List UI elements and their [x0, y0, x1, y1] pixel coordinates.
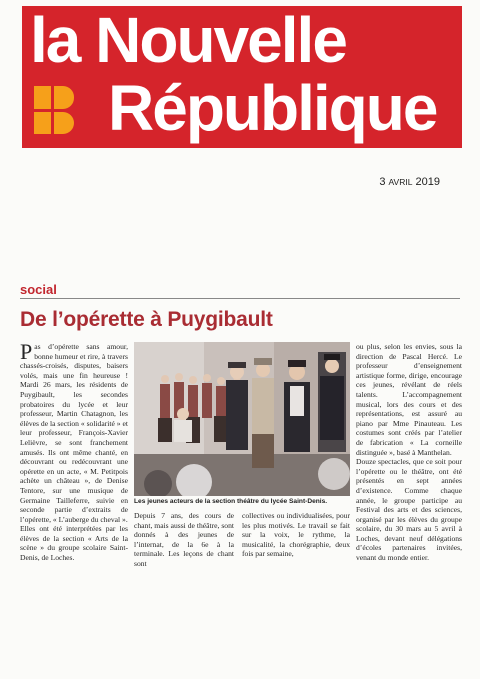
article-paragraph: Elles ont été interprétées par les élèves de la section « Arts de la scène » du groupe scolaire Saint-Denis, de Loches.: [20, 524, 128, 563]
article-paragraph: ou plus, selon les envies, sous la direction de Pascal Hercé. Le professeur d’enseignement artistique forme, dirige, encourage ces jeunes, révélant de réels talents. L’accompagnement musical, lors des cours et des représentations, est assuré au piano par Mme Pinauteau. Les costumes sont créés par l’atelier de fabrication « La corneille distinguée », basé à Manthelan.: [356, 342, 462, 457]
article-photo: [134, 342, 350, 496]
article-paragraph: [20, 339, 128, 524]
paragraph-text: as d’opérette sans amour, bonne humeur et rire, à travers chassés-croisés, disputes, baisers volés, mais une fin heureuse ! Mardi 26 mars, les résidents de Puygibault, les secondes probatoires du lycée et leur professeur, Martin Chatagnon, les élèves de la section « solidarité » et leur professeur, François-Xavier Lelièvre, se sont franchement amusés. Ils ont même chanté, en découvrant ou redécouvrant une opérette en un acte, « M. Petitpois achète un château », de Denise Tentore, sur une musique de Germaine Tailleferre, suivie en seconde partie d’extraits de l’opérette, « L’auberge du cheval ».: [20, 342, 128, 524]
photo-caption: Les jeunes acteurs de la section théâtre du lycée Saint-Denis.: [134, 498, 328, 505]
masthead-title-line2: République: [108, 72, 437, 144]
article-paragraph: Douze spectacles, que ce soit pour l’opérette ou le théâtre, ont été présentés en sept années d’existence. Comme chaque année, le groupe participe au Festival des arts et des sciences, organisé par les élèves du groupe scolaire, du 30 mars au 5 avril à Loches, devant neuf délégations d’écoles partenaires invitées, venant du monde entier.: [356, 457, 462, 563]
newspaper-logo-icon: [34, 86, 74, 134]
section-rubric: social: [20, 282, 57, 297]
article-headline: De l’opérette à Puygibault: [20, 308, 273, 331]
article-column-2: Depuis 7 ans, des cours de chant, mais aussi de théâtre, sont donnés à des jeunes de l’internat, de la 6e à la terminale. Les leçons de chant sont: [134, 511, 234, 568]
date-month: AVRIL: [388, 177, 413, 187]
date-year: 2019: [415, 176, 440, 188]
drop-cap: P: [20, 339, 33, 364]
article-column-1: [20, 339, 128, 563]
photo-illustration: [134, 342, 350, 496]
rubric-divider: [20, 298, 460, 299]
article-column-4: [356, 342, 462, 563]
publication-date: [340, 176, 440, 188]
article-column-3: collectives ou individualisées, pour les plus motivés. Le travail se fait sur la voix, le rythme, la musicalité, la chorégraphie, deux fois par semaine,: [242, 511, 350, 559]
masthead: [22, 6, 462, 148]
masthead-title-line1: la Nouvelle: [30, 6, 346, 76]
date-day: 3: [379, 176, 386, 188]
